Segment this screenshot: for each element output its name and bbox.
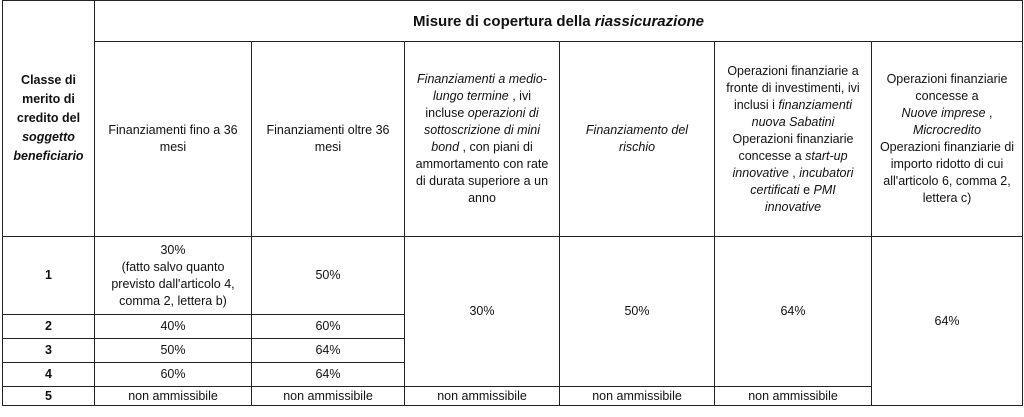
column-header-line: Finanziamenti fino a 36 <box>108 123 238 137</box>
column-header-line: lettera c) <box>922 191 972 205</box>
table-cell: 64% <box>252 363 405 387</box>
column-header-line: all'articolo 6, comma 2, <box>883 174 1011 188</box>
column-header-fragment: innovative <box>732 165 789 180</box>
column-header-fragment: finanziamenti <box>778 97 853 112</box>
column-header-line <box>719 182 867 199</box>
column-header-fragment: operazioni di <box>467 106 539 120</box>
column-header-line: Operazioni finanziarie di <box>879 140 1015 154</box>
row-label: 4 <box>3 363 95 387</box>
table-cell: 60% <box>95 363 252 387</box>
column-header-line: Microcredito <box>912 123 982 137</box>
credit-class-header-line: Classe di <box>21 73 76 87</box>
column-header-fragment: incluse <box>425 106 468 120</box>
credit-class-header <box>3 1 95 237</box>
merged-cell-investment-operations: 64% <box>715 237 872 387</box>
column-header-fragment: bond <box>431 140 460 154</box>
row-label: 3 <box>3 339 95 363</box>
reinsurance-coverage-table-container <box>2 0 1023 406</box>
table-title <box>95 1 1023 42</box>
column-header-line: sottoscrizione di mini <box>423 123 540 137</box>
column-header-line: ammortamento con rate <box>415 157 549 171</box>
column-header-line <box>719 165 867 182</box>
credit-class-header-line: beneficiario <box>13 149 84 163</box>
column-header-new-enterprises <box>872 42 1023 237</box>
column-header-fragment: certificati <box>750 182 800 197</box>
column-header-long-term <box>252 42 405 237</box>
table-cell: non ammissibile <box>715 387 872 406</box>
table-cell: 50% <box>252 237 405 315</box>
table-cell <box>95 237 252 315</box>
column-header-fragment: , <box>788 165 800 180</box>
column-header-line: Operazioni finanziarie a <box>727 63 859 78</box>
table-cell: non ammissibile <box>95 387 252 406</box>
column-header-fragment: inclusi i <box>733 97 779 112</box>
column-header-line <box>876 105 1018 122</box>
table-row <box>3 387 1023 406</box>
column-header-line: nuova Sabatini <box>751 114 835 129</box>
row-label: 5 <box>3 387 95 406</box>
table-cell: 64% <box>252 339 405 363</box>
column-header-risk-financing <box>560 42 715 237</box>
column-header-line: rischio <box>618 140 656 154</box>
column-header-fragment: e <box>799 182 814 197</box>
table-row <box>3 237 1023 315</box>
column-header-line: Operazioni finanziarie <box>732 131 854 146</box>
column-header-line: Finanziamenti oltre 36 <box>266 123 390 137</box>
column-header-line: concesse a <box>915 89 979 103</box>
table-cell: non ammissibile <box>252 387 405 406</box>
column-header-fragment: , con piani di <box>459 140 533 154</box>
table-cell: 60% <box>252 315 405 339</box>
title-row <box>3 1 1023 42</box>
column-header-line: mesi <box>314 140 342 154</box>
column-header-fragment: , ivi <box>508 89 531 103</box>
column-header-line: mesi <box>159 140 187 154</box>
column-header-row <box>3 42 1023 237</box>
column-header-short-term <box>95 42 252 237</box>
row-label: 1 <box>3 237 95 315</box>
column-header-fragment: PMI <box>813 182 836 197</box>
column-header-investment-operations <box>715 42 872 237</box>
column-header-line: innovative <box>764 199 822 214</box>
column-header-fragment: incubatori <box>799 165 854 180</box>
row-label: 2 <box>3 315 95 339</box>
column-header-fragment: Nuove imprese <box>901 106 986 120</box>
column-header-fragment: start-up <box>805 148 848 163</box>
column-header-medium-long-term <box>405 42 560 237</box>
column-header-line: Finanziamenti a medio- <box>417 72 547 86</box>
column-header-line: di durata superiore a un <box>415 174 549 188</box>
table-cell: non ammissibile <box>560 387 715 406</box>
column-header-line <box>409 139 555 156</box>
column-header-line: importo ridotto di cui <box>890 157 1004 171</box>
column-header-fragment: concesse a <box>738 148 806 163</box>
column-header-line: fronte di investimenti, ivi <box>726 80 860 95</box>
table-cell: 50% <box>95 339 252 363</box>
credit-class-header-line: credito del <box>16 111 81 125</box>
column-header-line <box>719 148 867 165</box>
cell-line: (fatto salvo quanto <box>121 259 225 274</box>
merged-cell-new-enterprises: 64% <box>872 237 1023 406</box>
column-header-line: Finanziamento del <box>585 123 689 137</box>
column-header-fragment: , <box>985 106 993 120</box>
column-header-line: anno <box>468 191 496 205</box>
cell-line: comma 2, lettera b) <box>119 293 227 308</box>
merged-cell-medium-long-term: 30% <box>405 237 560 387</box>
column-header-fragment: lungo termine <box>433 89 509 103</box>
column-header-line <box>409 88 555 105</box>
column-header-line <box>719 97 867 114</box>
cell-line: previsto dall'articolo 4, <box>111 276 235 291</box>
credit-class-header-line: merito di <box>22 92 75 106</box>
table-title-prefix: Misure di copertura della <box>413 12 595 30</box>
table-cell: 40% <box>95 315 252 339</box>
credit-class-header-line: soggetto <box>22 130 75 144</box>
merged-cell-risk-financing: 50% <box>560 237 715 387</box>
column-header-line <box>409 105 555 122</box>
table-cell: non ammissibile <box>405 387 560 406</box>
column-header-line: Operazioni finanziarie <box>886 72 1008 86</box>
reinsurance-coverage-table <box>2 0 1023 406</box>
table-title-italic: riassicurazione <box>594 12 704 30</box>
cell-line: 30% <box>160 242 186 257</box>
